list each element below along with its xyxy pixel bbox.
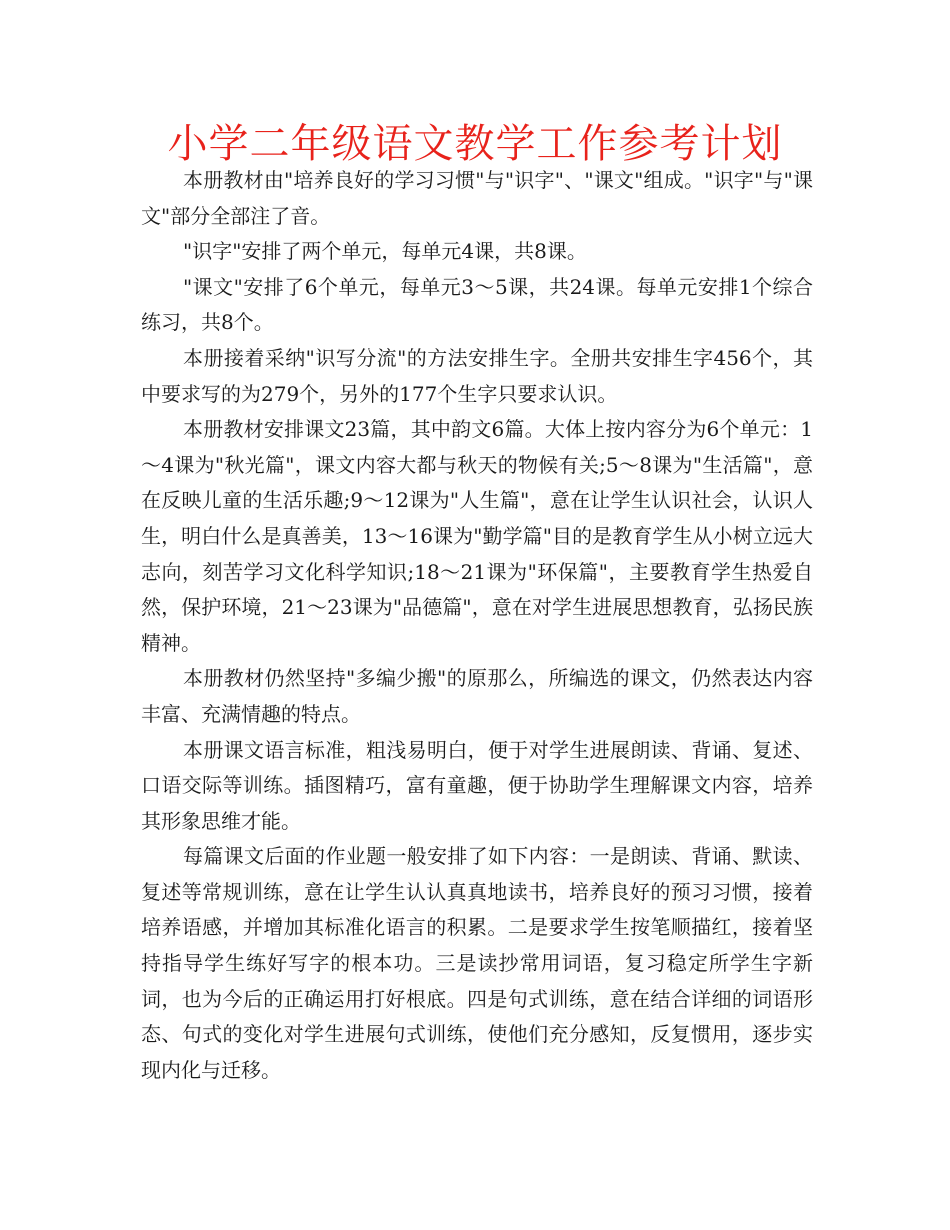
paragraph-4: 本册接着采纳"识写分流"的方法安排生字。全册共安排生字456个，其中要求写的为279个，另外的177个生字只要求认识。 — [141, 345, 813, 406]
paragraph-3: "课文"安排了6个单元，每单元3～5课，共24课。每单元安排1个综合练习，共8个。 — [141, 274, 813, 335]
paragraph-1: 本册教材由"培养良好的学习习惯"与"识字"、"课文"组成。"识字"与"课文"部分全部注了音。 — [141, 168, 813, 228]
paragraph-5: 本册教材安排课文23篇，其中韵文6篇。大体上按内容分为6个单元：1～4课为"秋光篇"，课文内容大都与秋天的物候有关;5～8课为"生活篇"，意在反映儿童的生活乐趣;9～12课为"人生篇"，意在让学生认识社会，认识人生，明白什么是真善美，13～16课为"勤学篇"目的是教育学生从小树立远大志向，刻苦学习文化科学知识;18～21课为"环保篇"，主要教育学生热爱自然，保护环境，21～23课为"品德篇"，意在对学生进展思想教育，弘扬民族精神。 — [141, 417, 813, 655]
document-body — [141, 163, 813, 1088]
paragraph-6: 本册教材仍然坚持"多编少搬"的原那么，所编选的课文，仍然表达内容丰富、充满情趣的特点。 — [141, 666, 813, 726]
paragraph-8: 每篇课文后面的作业题一般安排了如下内容：一是朗读、背诵、默读、复述等常规训练，意在让学生认认真真地读书，培养良好的预习习惯，接着培养语感，并增加其标准化语言的积累。二是要求学生按笔顺描红，接着坚持指导学生练好写字的根本功。三是读抄常用词语，复习稳定所学生字新词，也为今后的正确运用打好根底。四是句式训练，意在结合详细的词语形态、句式的变化对学生进展句式训练，使他们充分感知，反复惯用，逐步实现内化与迁移。 — [141, 844, 813, 1082]
paragraph-2: "识字"安排了两个单元，每单元4课，共8课。 — [183, 239, 587, 264]
paragraph-7: 本册课文语言标准，粗浅易明白，便于对学生进展朗读、背诵、复述、口语交际等训练。插图精巧，富有童趣，便于协助学生理解课文内容，培养其形象思维才能。 — [141, 737, 813, 833]
document-title: 小学二年级语文教学工作参考计划 — [167, 121, 783, 167]
